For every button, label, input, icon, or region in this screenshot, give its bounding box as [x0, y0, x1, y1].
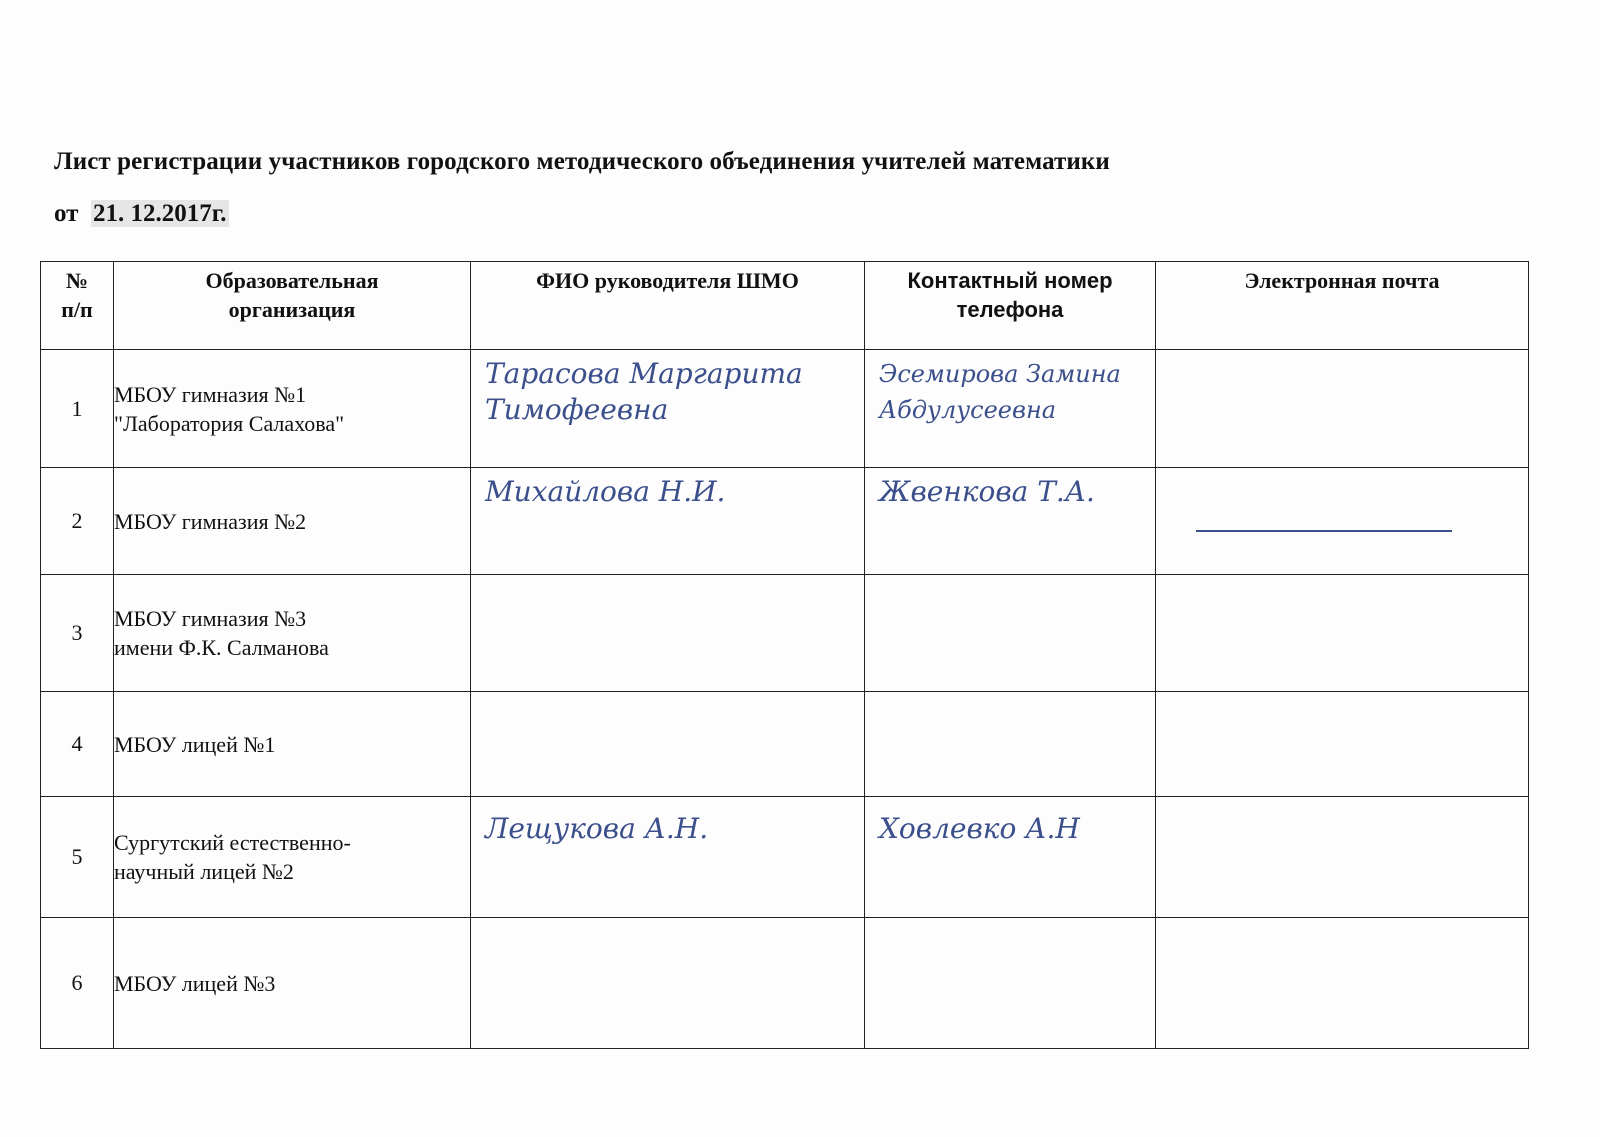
header-organization: Образовательная организация — [114, 262, 471, 350]
fio-cell[interactable] — [471, 918, 865, 1049]
email-cell[interactable] — [1156, 350, 1529, 468]
handwritten-fio: Лещукова А.Н. — [485, 812, 709, 845]
table-row — [41, 575, 1529, 692]
table-row — [41, 692, 1529, 797]
header-phone: Контактный номер телефона — [865, 262, 1156, 350]
handwritten-phone: Жвенкова Т.А. — [879, 475, 1095, 508]
fio-cell[interactable] — [471, 797, 865, 918]
email-cell[interactable] — [1156, 918, 1529, 1049]
fio-cell[interactable] — [471, 575, 865, 692]
email-cell[interactable] — [1156, 692, 1529, 797]
phone-cell[interactable] — [865, 692, 1156, 797]
organization-cell: МБОУ гимназия №2 — [114, 468, 471, 575]
phone-cell[interactable] — [865, 468, 1156, 575]
organization-cell: МБОУ лицей №1 — [114, 692, 471, 797]
document-date-line — [54, 200, 229, 228]
fio-cell[interactable] — [471, 468, 865, 575]
row-number: 5 — [41, 797, 114, 918]
phone-cell[interactable] — [865, 918, 1156, 1049]
organization-cell: МБОУ гимназия №3 имени Ф.К. Салманова — [114, 575, 471, 692]
organization-cell: МБОУ лицей №3 — [114, 918, 471, 1049]
email-cell[interactable] — [1156, 575, 1529, 692]
handwritten-fio: Тарасова Маргарита Тимофеевна — [485, 357, 803, 426]
organization-cell: МБОУ гимназия №1 "Лаборатория Салахова" — [114, 350, 471, 468]
email-cell[interactable] — [1156, 797, 1529, 918]
table-row — [41, 350, 1529, 468]
row-number: 3 — [41, 575, 114, 692]
row-number: 1 — [41, 350, 114, 468]
phone-cell[interactable] — [865, 575, 1156, 692]
handwritten-fio: Михайлова Н.И. — [485, 475, 726, 508]
table-row — [41, 797, 1529, 918]
header-num: № п/п — [41, 262, 114, 350]
fio-cell[interactable] — [471, 692, 865, 797]
header-email: Электронная почта — [1156, 262, 1529, 350]
phone-cell[interactable] — [865, 797, 1156, 918]
document-title: Лист регистрации участников городского методического объединения учителей математики — [54, 148, 1110, 175]
table-header-row — [41, 262, 1529, 350]
handwritten-phone: Эсемирова Замина Абдулусеевна — [879, 360, 1121, 424]
handwritten-phone: Ховлевко А.Н — [879, 812, 1080, 845]
date-prefix: от — [54, 200, 79, 227]
handwritten-dash — [1196, 530, 1452, 532]
document-date: 21. 12.2017г. — [92, 200, 227, 227]
row-number: 6 — [41, 918, 114, 1049]
email-cell[interactable] — [1156, 468, 1529, 575]
table-row — [41, 918, 1529, 1049]
row-number: 2 — [41, 468, 114, 575]
registration-table — [40, 261, 1529, 1049]
row-number: 4 — [41, 692, 114, 797]
header-fio: ФИО руководителя ШМО — [471, 262, 865, 350]
fio-cell[interactable] — [471, 350, 865, 468]
organization-cell: Сургутский естественно- научный лицей №2 — [114, 797, 471, 918]
phone-cell[interactable] — [865, 350, 1156, 468]
table-row — [41, 468, 1529, 575]
